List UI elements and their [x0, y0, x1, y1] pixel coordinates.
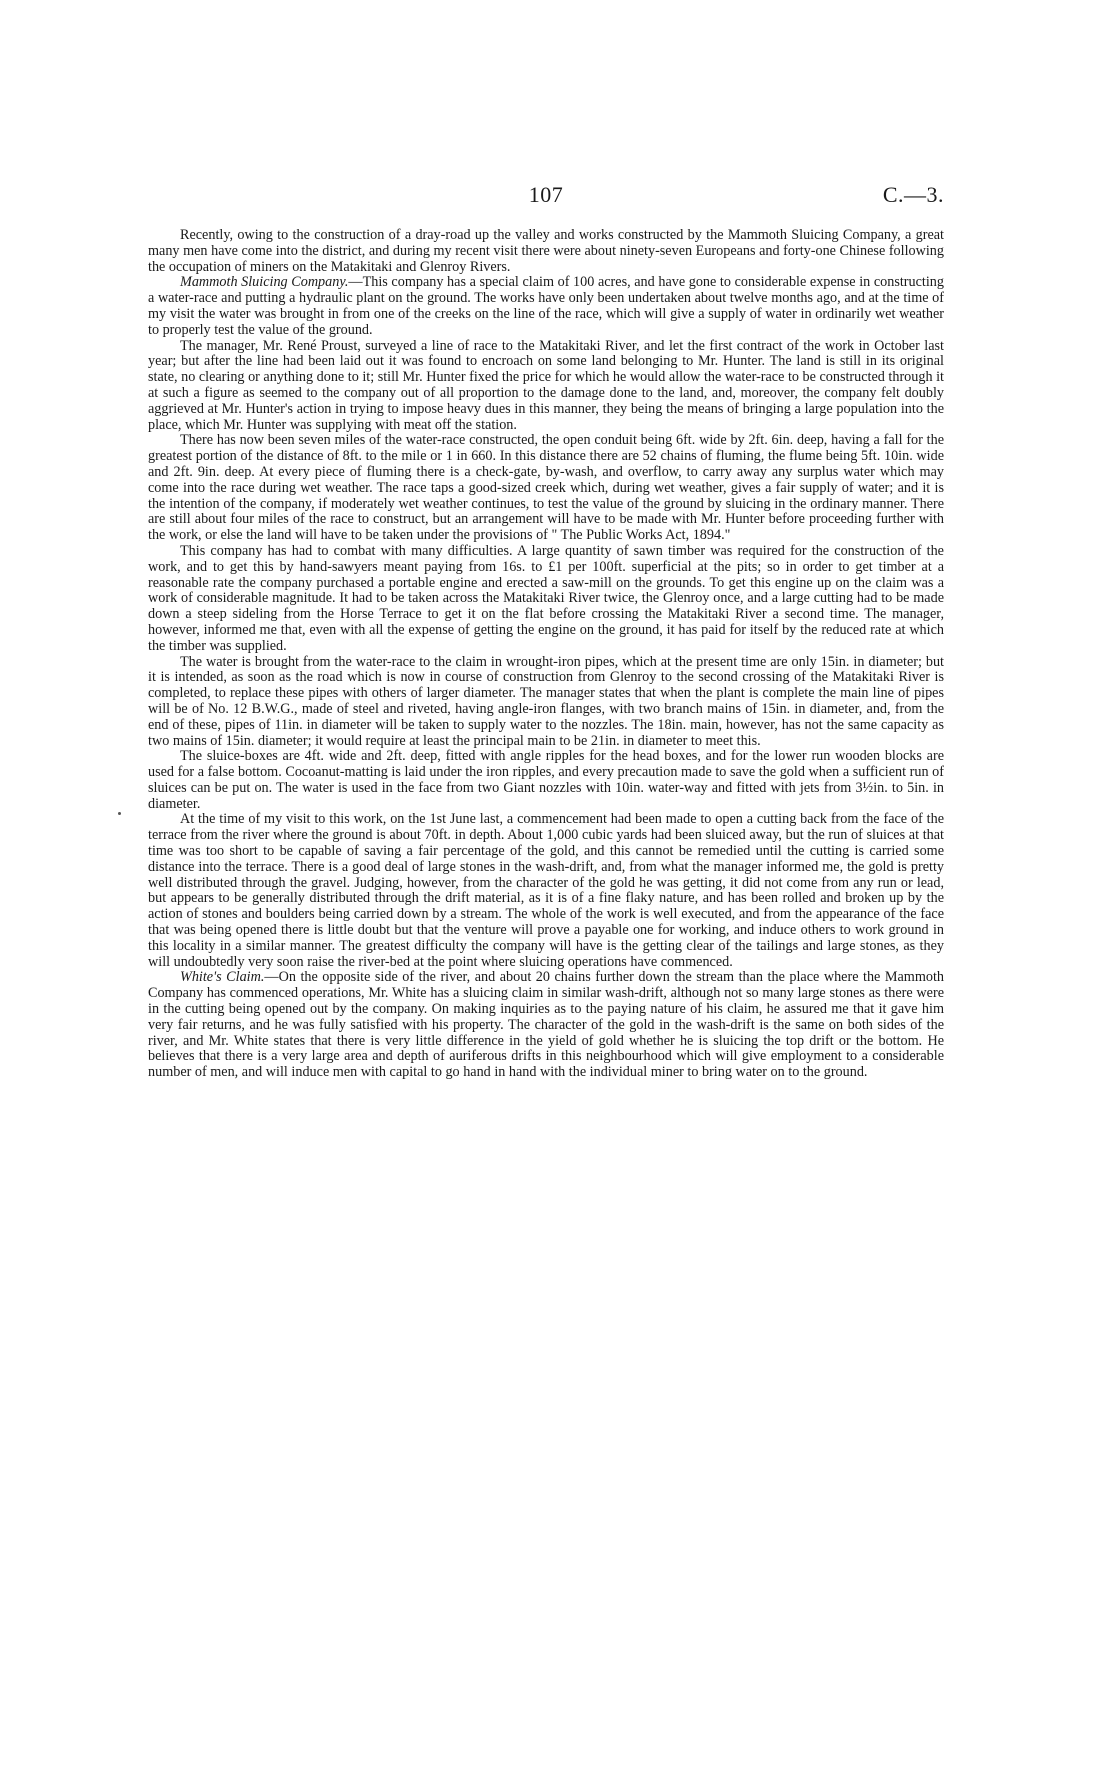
- paragraph-pipes: [148, 655, 944, 750]
- paragraph-text: This company has had to combat with many difficulties. A large quantity of sawn timber was required for the construction of the work, and to get this by hand-sawyers meant paying from 16s. to £1 per 100ft. superficial at the pits; so in order to get timber at a reasonable rate the company purchased a portable engine and erected a saw-mill on the grounds. To get this engine up on the claim was a work of considerable magnitude. It had to be taken across the Matakitaki River twice, the Glenroy once, and a large cutting had to be made down a steep sideling from the Horse Terrace to get it on the flat before crossing the Matakitaki River a second time. The manager, however, informed me that, even with all the expense of getting the engine on the ground, it has paid for itself by the reduced rate at which the timber was supplied.: [148, 542, 944, 654]
- paragraph-text: —On the opposite side of the river, and about 20 chains further down the stream than the place where the Mammoth Company has commenced operations, Mr. White has a sluicing claim in similar wash-drift, although not so many large stones as there were in the cutting being opened out by the company. On making inquiries as to the paying nature of his claim, he assured me that it gave him very fair returns, and he was fully satisfied with his property. The character of the gold in the wash-drift is the same on both sides of the river, and Mr. White states that there is very little difference in the yield of gold whether he is sluicing the top drift or the bottom. He believes that there is a very large area and depth of auriferous drifts in this neighbourhood which will give employment to a considerable number of men, and will induce men with capital to go hand in hand with the individual miner to bring water on to the ground.: [148, 969, 944, 1081]
- paragraph-water-race: [148, 433, 944, 544]
- paragraph-text: There has now been seven miles of the water-race constructed, the open conduit being 6ft. wide by 2ft. 6in. deep, having a fall for the greatest portion of the distance of 8ft. to the mile or 1 in 660. In this distance there are 52 chains of fluming, the flume being 5ft. 10in. wide and 2ft. 9in. deep. At every piece of fluming there is a check-gate, by-wash, and overflow, to carry away any surplus water which may come into the race during wet weather. The race taps a good-sized creek which, during wet weather, gives a fair supply of water; and it is the intention of the company, if moderately wet weather continues, to test the value of the ground by sluicing in the ordinary manner. There are still about four miles of the race to construct, but an arrangement will have to be made with Mr. Hunter before proceeding further with the work, or else the land will have to be taken under the provisions of " The Public Works Act, 1894.": [148, 432, 944, 544]
- paragraph-text: —This company has a special claim of 100 acres, and have gone to considerable expense in constructing a water-race and putting a hydraulic plant on the ground. The works have only been undertaken about twelve months ago, and at the time of my visit the water was brought in from one of the creeks on the line of the race, which will give a supply of water in ordinarily wet weather to properly test the value of the ground.: [148, 274, 944, 338]
- page-header: [148, 182, 944, 212]
- paragraph-text: Recently, owing to the construction of a dray-road up the valley and works constructed by the Mammoth Sluicing Company, a great many men have come into the district, and during my recent visit there were about ninety-seven Europeans and forty-one Chinese following the occupation of miners on the Matakitaki and Glenroy Rivers.: [148, 227, 944, 275]
- paragraph-text: The manager, Mr. René Proust, surveyed a line of race to the Matakitaki River, and let the first contract of the work in October last year; but after the line had been laid out it was found to encroach on some land belonging to Mr. Hunter. The land is still in its original state, no clearing or anything done to it; still Mr. Hunter fixed the price for which he would allow the water-race to be constructed through it at such a figure as seemed to the company out of all proportion to the damage done to the land, and, moreover, the company felt doubly aggrieved at Mr. Hunter's action in trying to impose heavy dues in this manner, they being the means of bringing a large population into the place, which Mr. Hunter was supplying with meat off the station.: [148, 337, 944, 433]
- section-heading-mammoth: Mammoth Sluicing Company.: [180, 274, 349, 291]
- paragraph-difficulties: [148, 544, 944, 655]
- page-number: 107: [528, 182, 564, 207]
- body-text: [148, 228, 944, 1081]
- paragraph-visit: [148, 812, 944, 970]
- section-heading-whites-claim: White's Claim.: [180, 969, 265, 986]
- document-reference: C.—3.: [882, 182, 944, 207]
- paragraph-sluice-boxes: [148, 749, 944, 812]
- paragraph-text: The water is brought from the water-race to the claim in wrought-iron pipes, which at the present time are only 15in. in diameter; but it is intended, as soon as the road which is now in course of construction from Glenroy to the second crossing of the Matakitaki River is completed, to replace these pipes with others of larger diameter. The manager states that when the plant is complete the main line of pipes will be of No. 12 B.W.G., made of steel and riveted, having angle-iron flanges, with two branch mains of 15in. in diameter, and, from the end of these, pipes of 11in. in diameter will be taken to supply water to the nozzles. The 18in. main, however, has not the same capacity as two mains of 15in. diameter; it would require at least the principal main to be 21in. in diameter to meet this.: [148, 653, 944, 749]
- paragraph-text: The sluice-boxes are 4ft. wide and 2ft. deep, fitted with angle ripples for the head boxes, and for the lower run wooden blocks are used for a false bottom. Cocoanut-matting is laid under the iron ripples, and every precaution made to save the gold when a sufficient run of sluices can be put on. The water is used in the face from two Giant nozzles with 10in. water-way and fitted with jets from 3½in. to 5in. in diameter.: [148, 748, 944, 812]
- paragraph-text: At the time of my visit to this work, on the 1st June last, a commencement had been made to open a cutting back from the face of the terrace from the river where the ground is about 70ft. in depth. About 1,000 cubic yards had been sluiced away, but the run of sluices at that time was too short to be capable of saving a fair percentage of the gold, and this cannot be remedied until the cutting is carried some distance into the terrace. There is a good deal of large stones in the wash-drift, and, from what the manager informed me, the gold is pretty well distributed through the gravel. Judging, however, from the character of the gold he was getting, it did not come from any run or lead, but appears to be generally distributed through the drift material, as it is of a fine flaky nature, and has been rolled and broken up by the action of stones and boulders being carried down by a stream. The whole of the work is well executed, and from the appearance of the face that was being opened there is little doubt but that the venture will prove a payable one for working, and induce others to work ground in this locality in a similar manner. The greatest difficulty the company will have is the getting clear of the tailings and large stones, as they will undoubtedly very soon raise the river-bed at the point where sluicing operations have commenced.: [148, 811, 944, 970]
- paragraph-manager: [148, 339, 944, 434]
- margin-dot: [118, 812, 121, 815]
- paragraph-whites-claim: [148, 970, 944, 1081]
- paragraph-recently: [148, 228, 944, 275]
- paragraph-mammoth-company: [148, 275, 944, 338]
